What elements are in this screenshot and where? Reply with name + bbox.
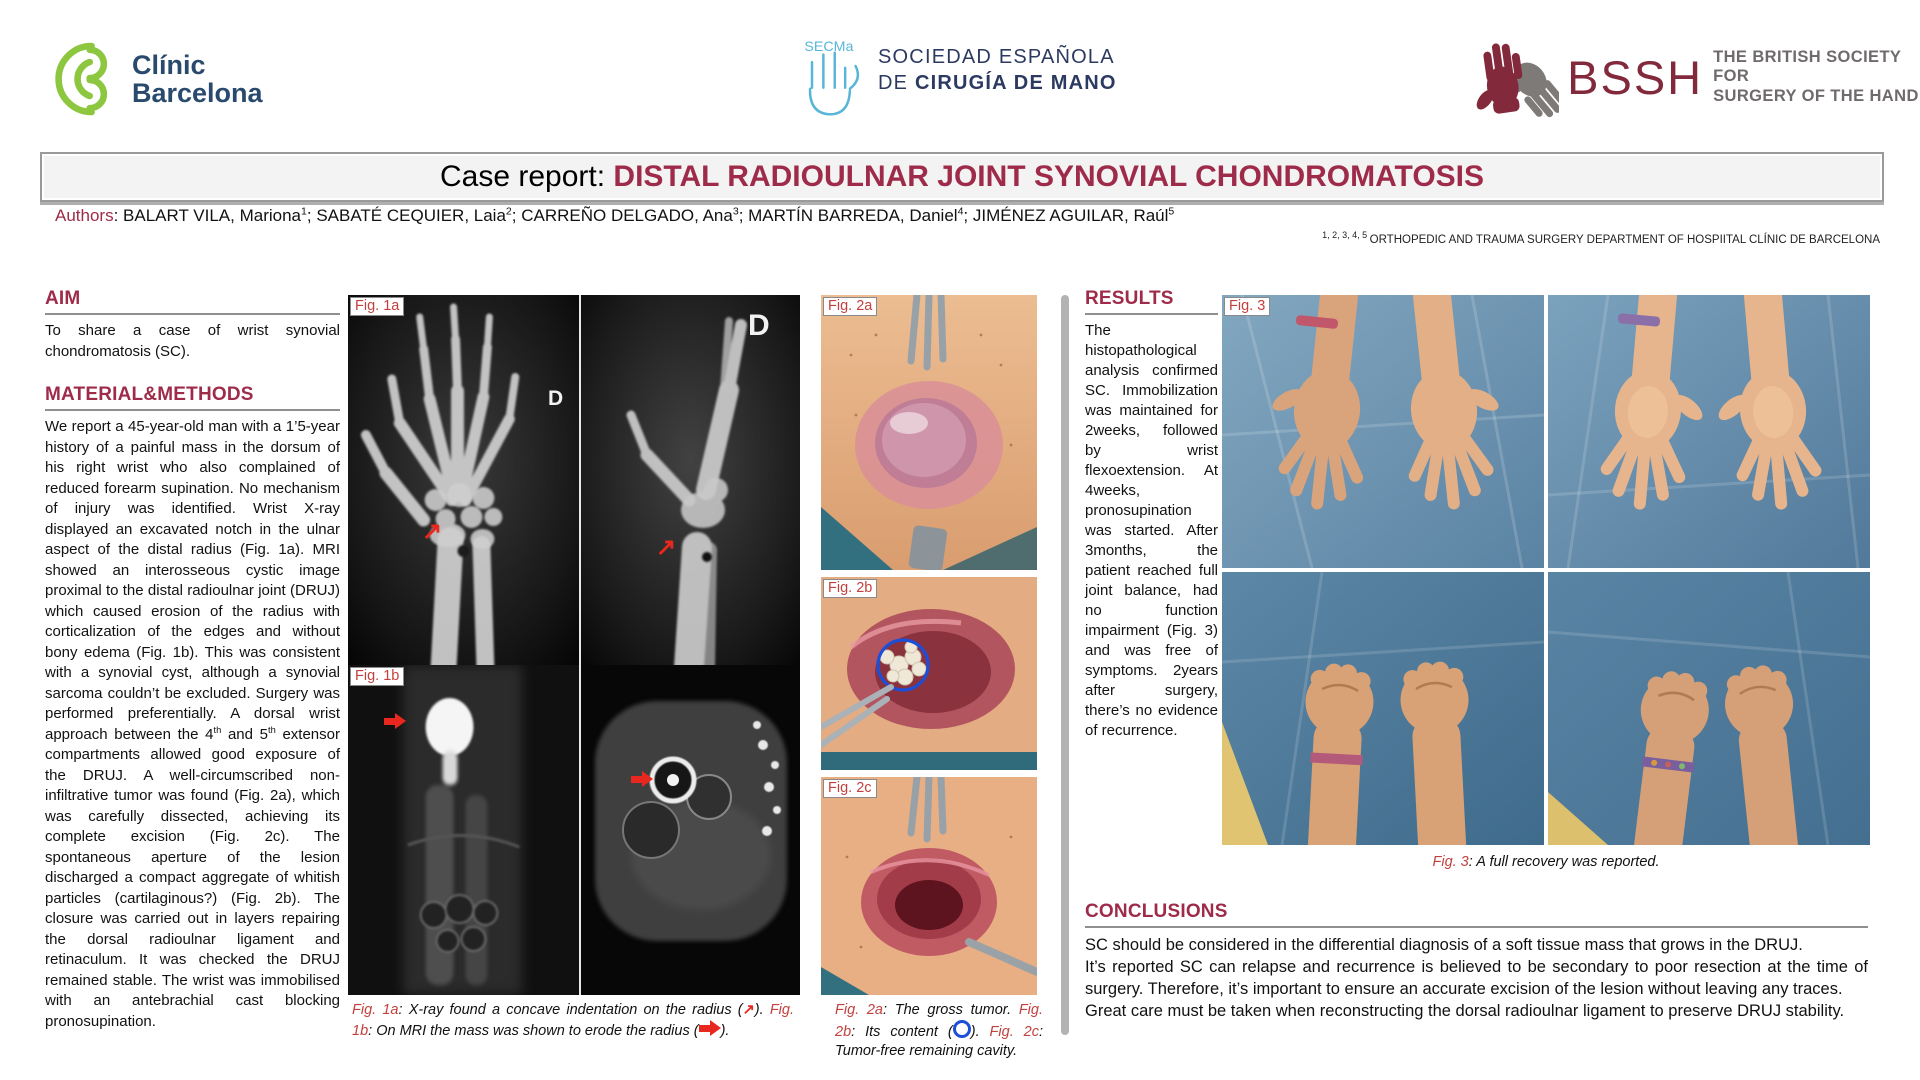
fig3-photo-fists-side <box>1548 572 1870 845</box>
author-name: ; JIMÉNEZ AGUILAR, Raúl <box>963 206 1169 225</box>
caption-text: Its content ( <box>865 1024 953 1041</box>
author-sup: 5 <box>1168 205 1175 218</box>
caption-text: ). <box>754 1002 770 1018</box>
fig3-label: Fig. 3 <box>1224 297 1270 316</box>
author-name: ; SABATÉ CEQUIER, Laia <box>306 206 506 225</box>
fig3-photo-image <box>1222 295 1544 568</box>
fig2a-label: Fig. 2a <box>823 297 877 316</box>
conclusions-p2: It’s reported SC can relapse and recurrence is believed to be secondary to poor resection at the time of surgery. Therefore, it’s important to ensure an accurate excision of the lesion without leaving any traces. <box>1085 958 1868 998</box>
bssh-line1: THE BRITISH SOCIETY FOR <box>1713 47 1902 86</box>
fig2c-figure <box>821 777 1037 995</box>
caption-text: The gross tumor. <box>894 1002 1019 1018</box>
results-section <box>1085 288 1218 741</box>
aim-heading: AIM <box>45 288 340 315</box>
caption-text: : <box>1038 1024 1044 1041</box>
xray-pa-panel <box>348 295 579 665</box>
results-body: The histopathological analysis confirmed SC. Immobilization was maintained for 2weeks, followed by wrist flexoextension. At 4weeks, pronosupination was started. After 3months, the patient reached full joint balance, had no function impairment (Fig. 3) and was free of symptoms. 2years after surgery, there’s no evidence of recurrence. <box>1085 322 1218 739</box>
red-arrow-ne-icon: ↗ <box>422 518 443 545</box>
authors-label: Authors <box>55 206 114 225</box>
conclusions-p3: Great care must be taken when reconstructing the dorsal radioulnar ligament to preserve DRUJ stability. <box>1085 1002 1845 1020</box>
column-divider <box>1061 295 1069 1035</box>
aim-body: To share a case of wrist synovial chondromatosis (SC). <box>45 322 340 360</box>
fig1b-caption-ref: Fig. 1b <box>352 1002 794 1040</box>
secma-acronym: SECMa <box>804 38 854 55</box>
fig1b-label: Fig. 1b <box>350 667 404 686</box>
methods-sup: th <box>213 724 222 735</box>
secma-line2-bold: CIRUGÍA DE MANO <box>914 72 1117 94</box>
fig1a-caption-ref: Fig. 1a <box>352 1002 399 1018</box>
fig2-caption <box>835 1001 1043 1061</box>
fig2b-caption-ref: Fig. 2b <box>835 1002 1043 1041</box>
results-heading: RESULTS <box>1085 288 1218 315</box>
xray-d-marker: D <box>748 309 770 342</box>
author-sup: 3 <box>732 205 739 218</box>
affiliation-sup: 1, 2, 3, 4, 5 <box>1322 230 1370 241</box>
page-title: DISTAL RADIOULNAR JOINT SYNOVIAL CHONDROMATOSIS <box>613 160 1485 193</box>
secma-line1: SOCIEDAD ESPAÑOLA <box>878 46 1115 68</box>
bssh-hands-icon <box>1476 34 1559 120</box>
mri-axial-image <box>581 665 800 995</box>
fig2b-figure <box>821 577 1037 770</box>
fig1-caption <box>352 1001 794 1041</box>
author-sup: 2 <box>505 205 512 218</box>
clinic-barcelona-icon <box>52 36 118 122</box>
caption-text: : <box>398 1002 409 1018</box>
author-sup: 1 <box>301 205 307 218</box>
xray-lateral-image <box>581 295 800 665</box>
mri-coronal-image <box>348 665 579 995</box>
secma-line2 <box>878 72 1117 95</box>
fig2a-figure <box>821 295 1037 570</box>
conclusions-section <box>1085 901 1868 1022</box>
fig3-caption-ref: Fig. 3 <box>1432 854 1469 870</box>
caption-text: ). <box>720 1023 730 1040</box>
title-prefix: Case report: <box>439 160 614 193</box>
author-name: ; MARTÍN BARREDA, Daniel <box>738 206 958 225</box>
fig2c-surgical-image <box>821 777 1037 995</box>
fig2b-surgical-image <box>821 577 1037 770</box>
caption-text: X-ray found a concave indentation on the radius ( <box>408 1002 743 1018</box>
author-sup: 4 <box>957 205 964 218</box>
aim-section <box>45 288 340 362</box>
fig2c-label: Fig. 2c <box>823 779 877 798</box>
methods-text: We report a 45-year-old man with a 1’5-year history of a painful mass in the dorsum of his right wrist who also complained of reduced forearm supination. No mechanism of injury was identified. Wrist X-ray displayed an excavated notch in the ulnar aspect of the distal radius (Fig. 1a). MRI showed an interosseous cystic image proximal to the distal radioulnar joint (DRUJ) which caused erosion of the radius with corticalization of the edges and without bony edema (Fig. 1b). This was consistent with a synovial cyst, although a synovial sarcoma couldn’t be excluded. Surgery was performed preferentially. A dorsal wrist approach between the 4 <box>45 418 340 743</box>
mri-coronal-panel <box>348 665 579 995</box>
red-arrow-right-icon <box>699 1020 721 1037</box>
caption-text: : <box>851 1024 866 1041</box>
methods-text: and 5 <box>221 725 268 743</box>
clinic-barcelona-logo <box>52 36 263 122</box>
fig3-photo-palms-up <box>1548 295 1870 568</box>
bssh-line2: SURGERY OF THE HAND <box>1713 86 1919 105</box>
fig3-photo-image <box>1222 572 1544 845</box>
secma-hand-icon <box>796 30 864 120</box>
fig3-photo-palms-down <box>1222 295 1544 568</box>
methods-sup: th <box>268 724 276 735</box>
clinic-barcelona-wordmark <box>132 51 263 107</box>
caption-text: Tumor-free remaining cavity. <box>835 1043 1018 1060</box>
caption-text: : <box>368 1023 377 1040</box>
fig2b-label: Fig. 2b <box>823 579 877 598</box>
fig1a-figure <box>348 295 800 665</box>
fig3-photo-image <box>1548 572 1870 845</box>
red-arrow-ne-icon: ↗ <box>742 1002 755 1018</box>
bssh-acronym: BSSH <box>1567 50 1704 104</box>
fig3-figure <box>1222 295 1870 845</box>
caption-text: : <box>1468 854 1477 870</box>
xray-lateral-panel <box>581 295 800 665</box>
clinic-line1: Clínic <box>132 49 206 80</box>
xray-pa-image <box>348 295 579 665</box>
fig2a-surgical-image <box>821 295 1037 570</box>
caption-text: ). <box>970 1024 990 1041</box>
secma-wordmark <box>878 30 1117 120</box>
caption-text: A full recovery was reported. <box>1476 854 1660 870</box>
methods-text: extensor compartments allowed good exposure of the DRUJ. A well-circumscribed non-infiltrative tumor was found (Fig. 2a), which was carefully dissected, achieving its complete excision (Fig. 2c). The spontaneous aperture of the lesion discharged a compact aggregate of whitish particles (cartilaginous?) (Fig. 2b). The closure was carried out in layers repairing the dorsal radioulnar ligament and retinaculum. It was checked the DRUJ remained stable. The wrist was immobilised with an antebrachial cast blocking pronosupination. <box>45 725 340 1030</box>
author-name: ; CARREÑO DELGADO, Ana <box>511 206 733 225</box>
methods-section <box>45 384 340 1032</box>
fig1b-figure <box>348 665 800 995</box>
mri-axial-panel <box>581 665 800 995</box>
methods-body <box>45 417 340 1032</box>
secma-line2-de: DE <box>878 72 915 94</box>
bssh-logo <box>1476 34 1920 120</box>
authors-line <box>55 206 1174 226</box>
fig3-photo-fists-front <box>1222 572 1544 845</box>
affiliation-text: ORTHOPEDIC AND TRAUMA SURGERY DEPARTMENT OF HOSPIITAL CLÍNIC DE BARCELONA <box>1369 234 1880 246</box>
caption-text: On MRI the mass was shown to erode the radius ( <box>376 1023 699 1040</box>
fig2a-caption-ref: Fig. 2a <box>835 1002 883 1018</box>
fig3-caption <box>1222 853 1870 872</box>
red-arrow-ne-icon: ↗ <box>656 534 677 561</box>
methods-heading: MATERIAL&METHODS <box>45 384 340 411</box>
fig3-photo-image <box>1548 295 1870 568</box>
authors-colon: : <box>113 206 124 225</box>
blue-circle-icon <box>953 1020 971 1038</box>
fig2c-caption-ref: Fig. 2c <box>989 1024 1039 1041</box>
xray-d-marker: D <box>548 387 564 410</box>
affiliation-line <box>1322 230 1880 246</box>
conclusions-body <box>1085 934 1868 1022</box>
title-bar <box>40 152 1884 202</box>
fig1a-label: Fig. 1a <box>350 297 404 316</box>
conclusions-heading: CONCLUSIONS <box>1085 901 1868 928</box>
conclusions-p1: SC should be considered in the differential diagnosis of a soft tissue mass that grows in the DRUJ. <box>1085 936 1803 954</box>
caption-text: : <box>883 1002 895 1018</box>
bssh-wordmark <box>1713 48 1920 106</box>
clinic-line2: Barcelona <box>132 78 263 108</box>
author-name: BALART VILA, Mariona <box>123 206 302 225</box>
secma-logo <box>796 30 1117 120</box>
